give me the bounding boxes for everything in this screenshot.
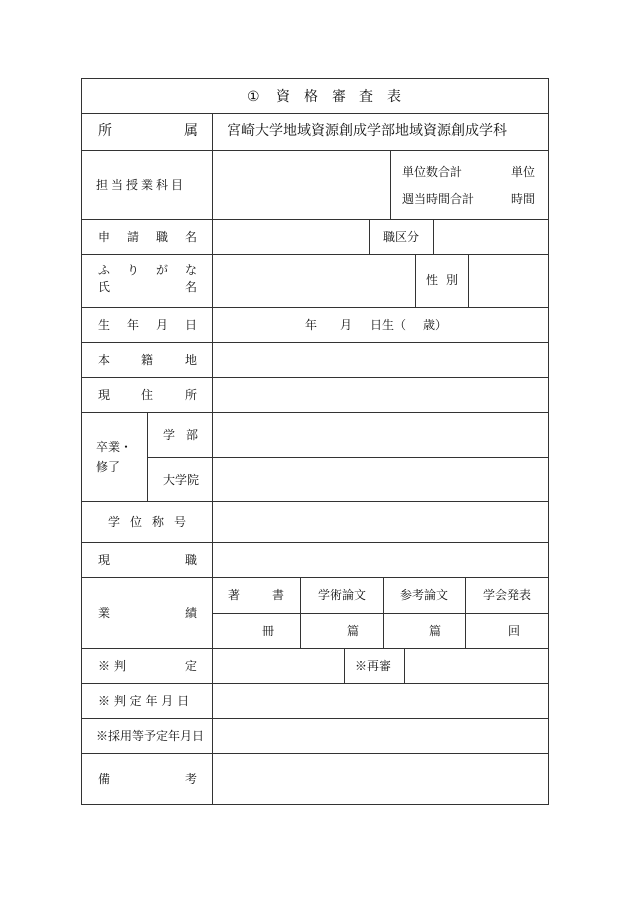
name-label: 名: [185, 280, 198, 294]
units-total-label: 単位数合計: [402, 165, 463, 179]
row-divider: [82, 577, 548, 578]
row-divider: [82, 113, 548, 114]
achievement-divider: [383, 577, 384, 648]
row-divider: [82, 307, 548, 308]
birth-label: 年: [127, 318, 140, 332]
judgement-label: 定: [185, 659, 198, 673]
row-divider: [82, 648, 548, 649]
affiliation-label: 所: [98, 123, 112, 139]
furigana-label: な: [185, 263, 198, 277]
birth-year: 年: [305, 318, 318, 332]
row-divider: [82, 254, 548, 255]
gender-left-divider: [415, 254, 416, 307]
address-label: 現: [98, 388, 111, 402]
category-label: 職区分: [383, 230, 420, 244]
label-column-divider: [212, 113, 213, 804]
degree-label: 号: [174, 515, 187, 529]
graduation-label: 修了: [96, 460, 121, 474]
domicile-label: 地: [185, 353, 198, 367]
title-char: 資: [276, 89, 290, 105]
degree-label: 称: [152, 515, 165, 529]
judgement-date-label: ※ 判 定 年 月 日: [98, 694, 190, 708]
row-divider: [147, 457, 548, 458]
furigana-label: り: [127, 263, 140, 277]
row-divider: [82, 412, 548, 413]
birth-age: 歳）: [423, 318, 448, 332]
birth-label: 月: [156, 318, 169, 332]
row-divider: [82, 501, 548, 502]
position-label: 名: [185, 230, 198, 244]
row-divider: [82, 718, 548, 719]
affiliation-label: 属: [184, 123, 198, 139]
title-number: ①: [247, 89, 260, 105]
gender-right-divider: [468, 254, 469, 307]
remarks-label: 備: [98, 772, 111, 786]
row-divider: [82, 683, 548, 684]
reference-papers-unit: 篇: [429, 624, 442, 638]
current-job-label: 現: [98, 553, 111, 567]
row-divider: [82, 377, 548, 378]
furigana-label: ふ: [98, 263, 111, 277]
category-right-divider: [433, 219, 434, 254]
units-suffix: 単位: [511, 165, 536, 179]
books-label: 著: [228, 588, 241, 602]
category-left-divider: [369, 219, 370, 254]
qualification-review-form: [81, 78, 549, 805]
reexam-right-divider: [404, 648, 405, 683]
position-label: 職: [156, 230, 169, 244]
achievement-divider: [300, 577, 301, 648]
title-char: 審: [332, 89, 346, 105]
reexam-label: ※再審: [355, 659, 392, 673]
achievements-label: 績: [185, 606, 198, 620]
row-divider: [82, 542, 548, 543]
judgement-label: ※ 判: [98, 659, 126, 673]
domicile-label: 本: [98, 353, 111, 367]
papers-label: 学術論文: [317, 588, 367, 602]
reexam-left-divider: [344, 648, 345, 683]
conference-label: 学会発表: [482, 588, 532, 602]
reference-papers-label: 参考論文: [399, 588, 449, 602]
domicile-label: 籍: [141, 353, 154, 367]
papers-unit: 篇: [347, 624, 360, 638]
address-label: 所: [185, 388, 198, 402]
achievement-divider: [465, 577, 466, 648]
furigana-label: が: [156, 263, 169, 277]
address-label: 住: [141, 388, 154, 402]
birth-month: 月: [340, 318, 353, 332]
hours-suffix: 時間: [511, 192, 536, 206]
name-label: 氏: [98, 280, 111, 294]
position-label: 請: [127, 230, 140, 244]
graduate-school-label: 大学院: [163, 473, 200, 487]
undergrad-label: 学: [163, 428, 176, 442]
conference-unit: 回: [508, 624, 521, 638]
units-column-divider: [390, 150, 391, 219]
row-divider: [82, 753, 548, 754]
birth-label: 生: [98, 318, 111, 332]
achievements-label: 業: [98, 606, 111, 620]
courses-label: 担当授業科目: [96, 178, 187, 192]
hire-date-label: ※採用等予定年月日: [96, 729, 205, 743]
gender-label: 別: [446, 273, 459, 287]
remarks-label: 考: [185, 772, 198, 786]
books-unit: 冊: [262, 624, 275, 638]
degree-label: 学: [108, 515, 121, 529]
birth-label: 日: [185, 318, 198, 332]
title-char: 格: [304, 89, 318, 105]
current-job-label: 職: [185, 553, 198, 567]
row-divider: [212, 613, 548, 614]
affiliation-value: 宮崎大学地域資源創成学部地域資源創成学科: [227, 123, 507, 139]
degree-label: 位: [130, 515, 143, 529]
birth-day: 日生（: [370, 318, 407, 332]
row-divider: [82, 219, 548, 220]
row-divider: [82, 150, 548, 151]
gender-label: 性: [426, 273, 439, 287]
title-char: 査: [359, 89, 373, 105]
position-label: 申: [98, 230, 111, 244]
graduation-label: 卒業・: [96, 440, 133, 454]
graduation-sub-divider: [147, 412, 148, 501]
undergrad-label: 部: [186, 428, 199, 442]
title-char: 表: [387, 89, 401, 105]
row-divider: [82, 342, 548, 343]
weekly-hours-label: 週当時間合計: [402, 192, 475, 206]
books-label: 書: [272, 588, 285, 602]
